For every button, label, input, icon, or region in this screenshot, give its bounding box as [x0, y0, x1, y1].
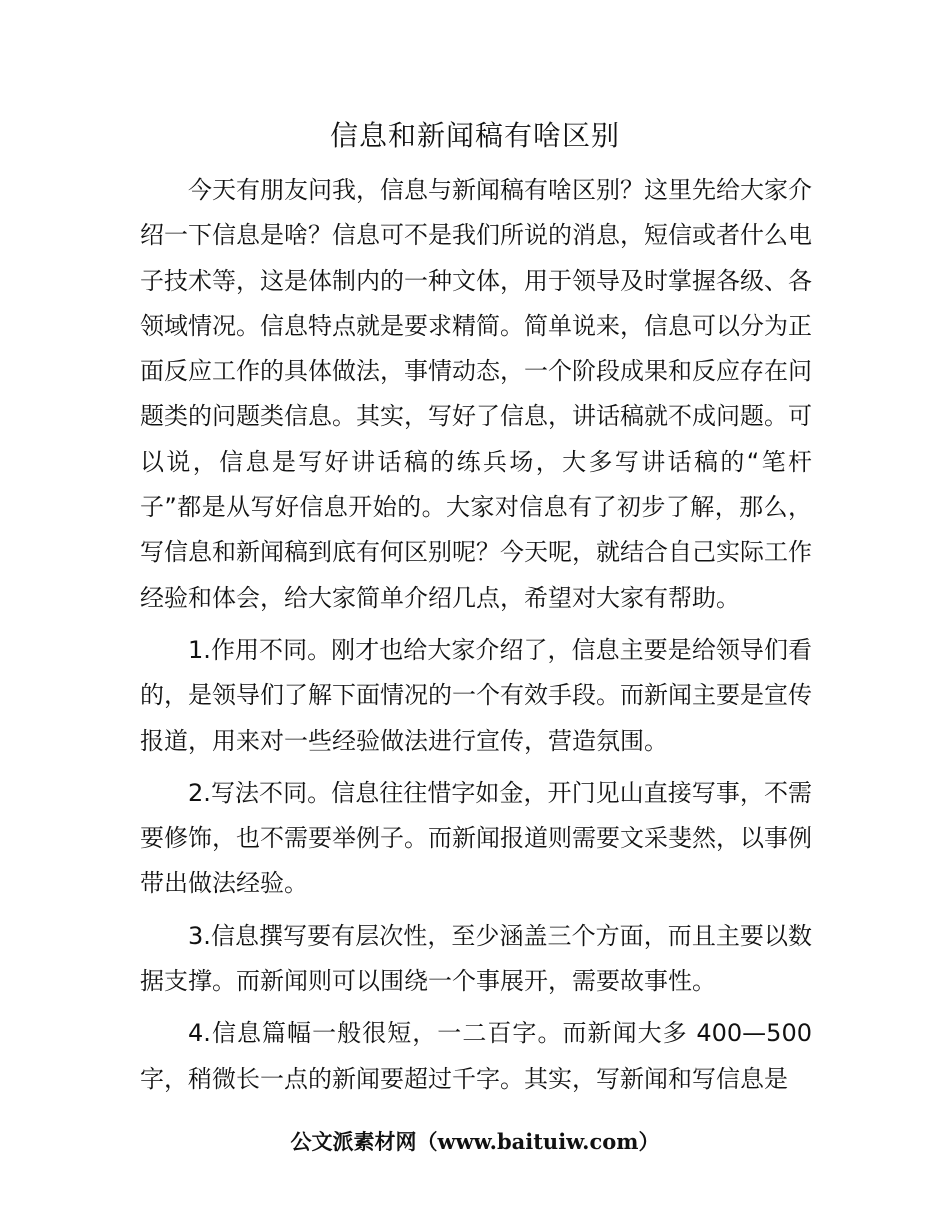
- intro-paragraph: 今天有朋友问我，信息与新闻稿有啥区别？这里先给大家介绍一下信息是啥？信息可不是我们所说的消息，短信或者什么电子技术等，这是体制内的一种文体，用于领导及时掌握各级、各领域情况。信息特点就是要求精简。简单说来，信息可以分为正面反应工作的具体做法，事情动态，一个阶段成果和反应存在问题类的问题类信息。其实，写好了信息，讲话稿就不成问题。可以说，信息是写好讲话稿的练兵场，大多写讲话稿的“笔杆子”都是从写好信息开始的。大家对信息有了初步了解，那么，写信息和新闻稿到底有何区别呢？今天呢，就结合自己实际工作经验和体会，给大家简单介绍几点，希望对大家有帮助。: [140, 176, 812, 612]
- document-title: 信息和新闻稿有啥区别: [329, 119, 620, 152]
- document-body: [140, 168, 812, 1102]
- point-3-paragraph: 3.信息撰写要有层次性，至少涵盖三个方面，而且主要以数据支撑。而新闻则可以围绕一个事展开，需要故事性。: [140, 921, 812, 996]
- point-2-paragraph: 2.写法不同。信息往往惜字如金，开门见山直接写事，不需要修饰，也不需要举例子。而新闻报道则需要文采斐然，以事例带出做法经验。: [140, 778, 812, 898]
- point-1-paragraph: 1.作用不同。刚才也给大家介绍了，信息主要是给领导们看的，是领导们了解下面情况的一个有效手段。而新闻主要是宣传报道，用来对一些经验做法进行宣传，营造氛围。: [140, 635, 812, 755]
- page-footer-watermark: 公文派素材网（www.baituiw.com）: [290, 1129, 660, 1154]
- point-4-paragraph: 4.信息篇幅一般很短，一二百字。而新闻大多 400—500 字，稍微长一点的新闻要超过千字。其实，写新闻和写信息是: [140, 1019, 812, 1093]
